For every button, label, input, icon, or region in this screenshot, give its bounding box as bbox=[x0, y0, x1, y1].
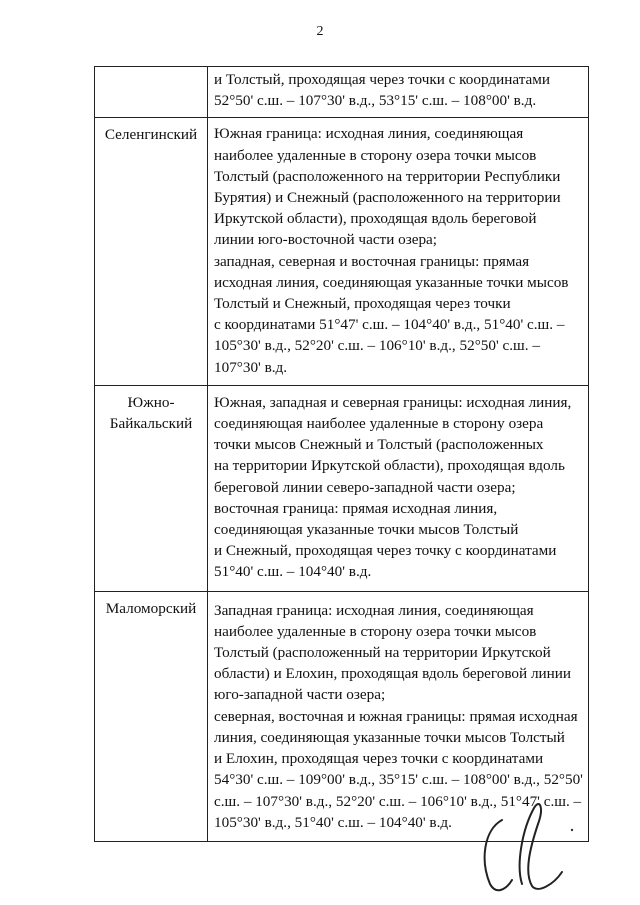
boundary-description-line: исходная линия, соединяющая указанные точки мысов bbox=[214, 273, 569, 291]
boundary-description-line: 52°50' с.ш. – 107°30' в.д., 53°15' с.ш. – 108°00' в.д. bbox=[214, 92, 537, 110]
boundary-description-line: Толстый (расположенного на территории Республики bbox=[214, 167, 561, 185]
boundary-description-line: Бурятия) и Снежный (расположенного на территории bbox=[214, 189, 561, 207]
boundary-description-line: с координатами 51°47' с.ш. – 104°40' в.д., 51°40' с.ш. – bbox=[214, 316, 565, 334]
boundary-description-line: и Толстый, проходящая через точки с координатами bbox=[214, 71, 551, 88]
regions-table-body bbox=[95, 67, 589, 842]
boundary-description-line: Толстый и Снежный, проходящая через точки bbox=[214, 295, 511, 313]
region-name-line: Байкальский bbox=[109, 415, 193, 433]
region-name-cell bbox=[95, 591, 208, 841]
table-row bbox=[95, 118, 589, 385]
boundary-description-line: линия, соединяющая указанные точки мысов Толстый bbox=[214, 728, 565, 746]
boundary-description-line: области) и Елохин, проходящая вдоль береговой линии bbox=[214, 665, 572, 683]
boundary-description-line: 54°30' с.ш. – 109°00' в.д., 35°15' с.ш. – 108°00' в.д., 52°50' bbox=[214, 771, 583, 789]
boundary-description-line: соединяющая наиболее удаленные в сторону озера bbox=[214, 415, 544, 433]
region-name-line: Маломорский bbox=[105, 599, 197, 617]
boundary-description-line: линии юго-восточной части озера; bbox=[214, 231, 438, 249]
boundary-description-line: юго-западной части озера; bbox=[214, 686, 386, 704]
boundary-description-line: Иркутской области), проходящая вдоль береговой bbox=[214, 210, 537, 228]
boundary-description-line: Южная граница: исходная линия, соединяющая bbox=[214, 125, 524, 143]
boundary-description-line: наиболее удаленные в сторону озера точки мысов bbox=[214, 146, 537, 164]
boundary-description-cell bbox=[208, 118, 589, 385]
boundary-description-line: на территории Иркутской области), проходящая вдоль bbox=[214, 457, 565, 475]
page-number: 2 bbox=[316, 24, 324, 39]
boundary-description-line: наиболее удаленные в сторону озера точки мысов bbox=[214, 622, 537, 640]
boundary-description-line: Западная граница: исходная линия, соединяющая bbox=[214, 601, 534, 619]
boundary-description-line: Толстый (расположенный на территории Иркутской bbox=[214, 644, 551, 662]
boundary-description-line: 107°30' в.д. bbox=[214, 358, 288, 376]
boundary-description-cell bbox=[208, 385, 589, 591]
boundary-description-line: и Снежный, проходящая через точку с координатами bbox=[214, 542, 557, 560]
boundary-description-line: точки мысов Снежный и Толстый (расположенных bbox=[214, 436, 544, 454]
boundary-description-line: 51°40' с.ш. – 104°40' в.д. bbox=[214, 563, 372, 581]
boundary-description-line: западная, северная и восточная границы: прямая bbox=[214, 252, 530, 270]
boundary-description-line: 105°30' в.д., 51°40' с.ш. – 104°40' в.д. bbox=[214, 813, 452, 831]
handwritten-signature bbox=[472, 800, 582, 895]
region-name-cell bbox=[95, 385, 208, 591]
regions-table bbox=[94, 66, 589, 842]
region-name-line: Южно- bbox=[127, 393, 175, 411]
boundary-description-cell bbox=[208, 67, 589, 118]
boundary-description-line: соединяющая указанные точки мысов Толстый bbox=[214, 521, 519, 539]
region-name-cell bbox=[95, 67, 208, 118]
boundary-description-line: береговой линии северо-западной части озера; bbox=[214, 478, 516, 496]
boundary-description-line: 105°30' в.д., 52°20' с.ш. – 106°10' в.д., 52°50' с.ш. – bbox=[214, 337, 540, 355]
boundary-description-line: Южная, западная и северная границы: исходная линия, bbox=[214, 393, 572, 411]
boundary-description-line: восточная граница: прямая исходная линия, bbox=[214, 499, 498, 517]
region-name-cell bbox=[95, 118, 208, 385]
boundary-description-line: и Елохин, проходящая через точки с координатами bbox=[214, 750, 544, 768]
boundary-description-line: северная, восточная и южная границы: прямая исходная bbox=[214, 707, 578, 725]
boundary-description-line: с.ш. – 107°30' в.д., 52°20' с.ш. – 106°10' в.д., 51°47' с.ш. – bbox=[214, 792, 582, 810]
table-row bbox=[95, 385, 589, 591]
table-row bbox=[95, 67, 589, 118]
region-name-line: Селенгинский bbox=[104, 126, 198, 144]
